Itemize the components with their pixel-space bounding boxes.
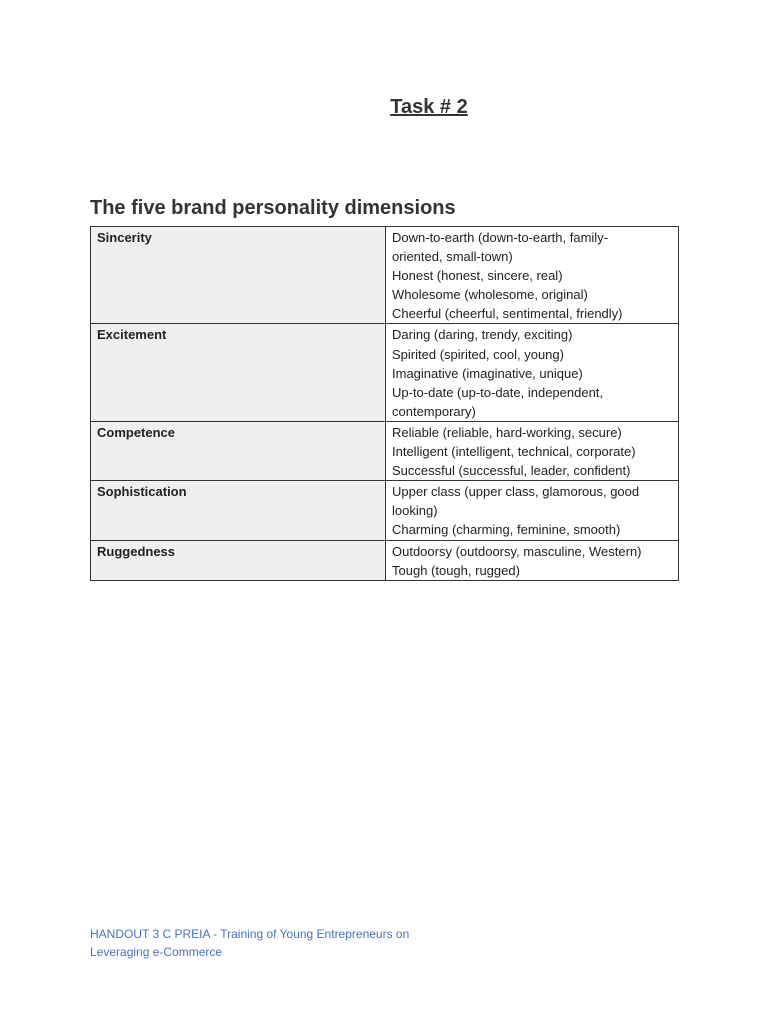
trait-line: looking)	[392, 503, 438, 519]
trait-line: Imaginative (imaginative, unique)	[392, 365, 583, 381]
table-row	[91, 227, 679, 324]
section-heading: The five brand personality dimensions	[90, 197, 456, 219]
trait-line: Wholesome (wholesome, original)	[392, 287, 588, 303]
dimension-cell: Excitement	[91, 324, 386, 421]
traits-cell	[386, 481, 679, 540]
dimension-cell: Competence	[91, 421, 386, 480]
traits-cell	[386, 227, 679, 324]
table-row	[91, 324, 679, 421]
trait-line: Spirited (spirited, cool, young)	[392, 346, 564, 362]
dimension-cell: Sincerity	[91, 227, 386, 324]
trait-line: Successful (successful, leader, confident)	[392, 463, 631, 479]
trait-line: Daring (daring, trendy, exciting)	[392, 327, 573, 343]
traits-cell	[386, 324, 679, 421]
task-title: Task # 2	[390, 96, 468, 118]
table-row	[91, 481, 679, 540]
trait-line: oriented, small-town)	[392, 249, 513, 265]
trait-line: Outdoorsy (outdoorsy, masculine, Western)	[392, 543, 642, 559]
footer-line: HANDOUT 3 C PREIA - Training of Young Entrepreneurs on	[90, 927, 410, 941]
footer	[90, 925, 430, 961]
traits-cell	[386, 540, 679, 580]
trait-line: Up-to-date (up-to-date, independent,	[392, 384, 604, 400]
trait-line: Upper class (upper class, glamorous, good	[392, 484, 640, 500]
trait-line: Intelligent (intelligent, technical, corporate)	[392, 444, 636, 460]
table-row	[91, 421, 679, 480]
footer-line: Leveraging e-Commerce	[90, 945, 223, 959]
trait-line: Reliable (reliable, hard-working, secure)	[392, 424, 622, 440]
dimension-cell: Sophistication	[91, 481, 386, 540]
dimension-cell: Ruggedness	[91, 540, 386, 580]
trait-line: Down-to-earth (down-to-earth, family-	[392, 230, 609, 245]
trait-line: Tough (tough, rugged)	[392, 562, 520, 578]
table-row	[91, 540, 679, 580]
trait-line: Cheerful (cheerful, sentimental, friendly)	[392, 306, 623, 322]
trait-line: Honest (honest, sincere, real)	[392, 268, 563, 284]
traits-cell	[386, 421, 679, 480]
brand-personality-table	[90, 226, 679, 581]
trait-line: contemporary)	[392, 403, 476, 419]
trait-line: Charming (charming, feminine, smooth)	[392, 522, 621, 538]
